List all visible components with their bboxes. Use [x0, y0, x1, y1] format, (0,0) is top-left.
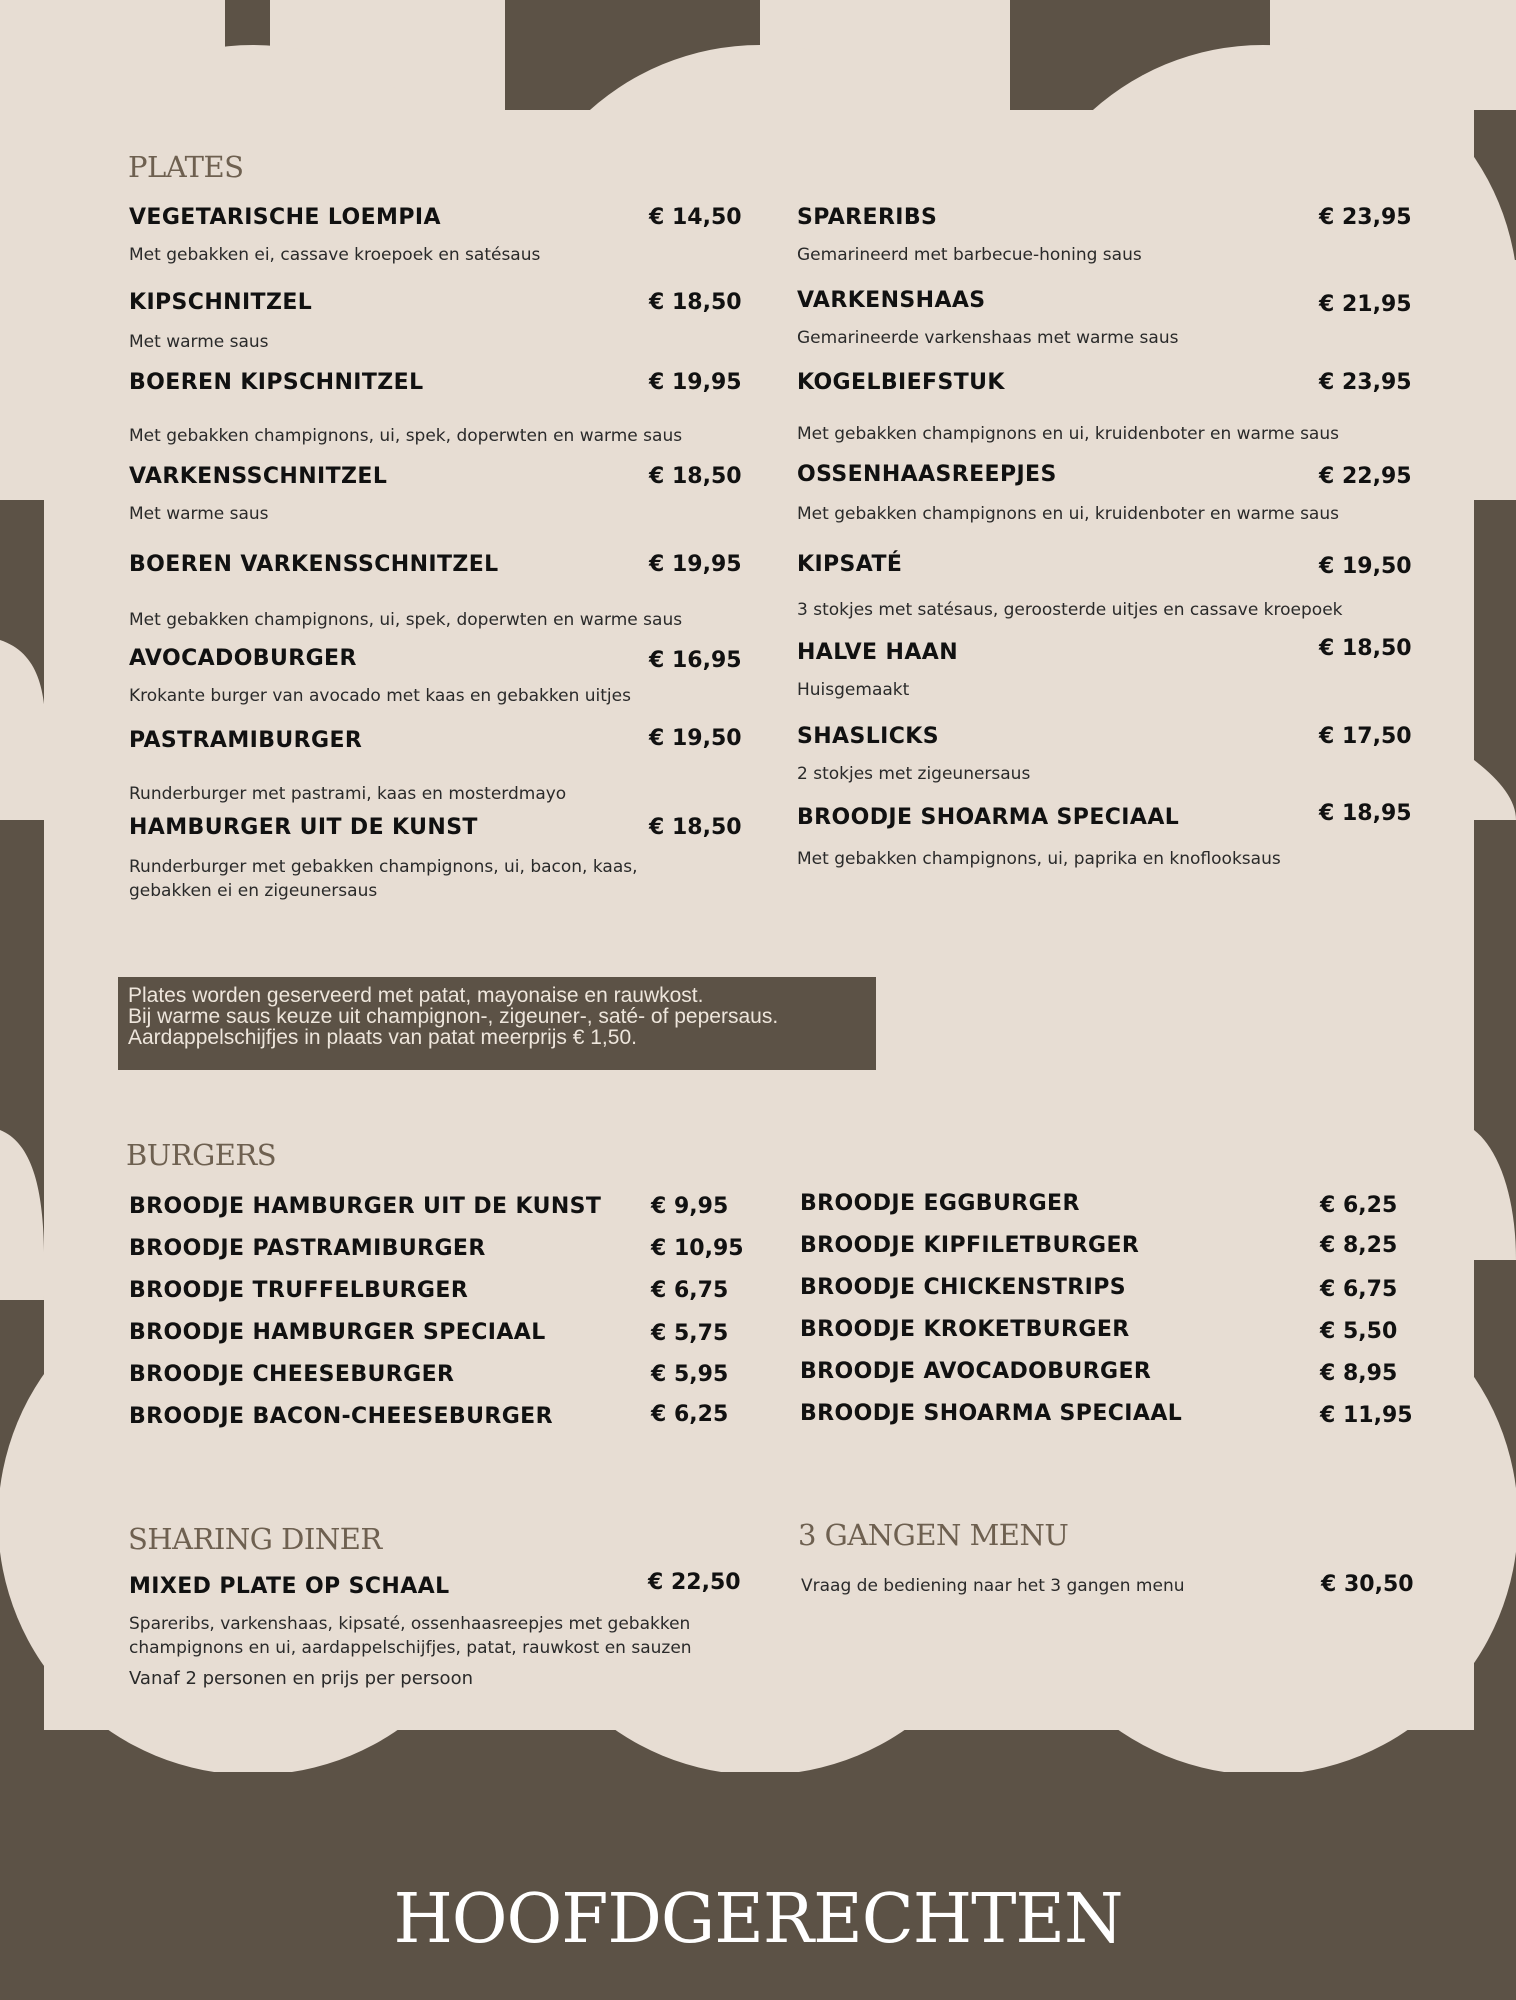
burger-price: € 6,25	[1320, 1193, 1398, 1218]
item-description: 3 stokjes met satésaus, geroosterde uitjes en cassave kroepoek	[797, 600, 1343, 620]
plates-note	[118, 977, 876, 1070]
burger-price: € 10,95	[651, 1236, 744, 1261]
burger-name: BROODJE TRUFFELBURGER	[129, 1278, 469, 1303]
item-price: € 17,50	[1319, 724, 1412, 749]
item-name: VARKENSSCHNITZEL	[129, 464, 388, 489]
note-line: Aardappelschijfjes in plaats van patat meerprijs € 1,50.	[128, 1026, 637, 1049]
burger-name: BROODJE CHEESEBURGER	[129, 1362, 455, 1387]
item-price: € 22,50	[648, 1570, 741, 1595]
item-name: MIXED PLATE OP SCHAAL	[129, 1574, 450, 1599]
burger-name: BROODJE PASTRAMIBURGER	[129, 1236, 486, 1261]
plates-title: PLATES	[128, 150, 244, 184]
burger-price: € 8,25	[1320, 1233, 1398, 1258]
item-description: Spareribs, varkenshaas, kipsaté, ossenhaasreepjes met gebakken	[129, 1614, 691, 1634]
item-name: BOEREN VARKENSSCHNITZEL	[129, 552, 499, 577]
item-price: € 23,95	[1319, 370, 1412, 395]
item-description: Gemarineerd met barbecue-honing saus	[797, 245, 1142, 265]
burger-price: € 9,95	[651, 1194, 729, 1219]
item-description: Met gebakken champignons en ui, kruidenboter en warme saus	[797, 504, 1339, 524]
item-description: Gemarineerde varkenshaas met warme saus	[797, 328, 1179, 348]
item-note: Vanaf 2 personen en prijs per persoon	[129, 1668, 473, 1689]
burger-name: BROODJE KROKETBURGER	[800, 1317, 1130, 1342]
item-price: € 19,95	[649, 552, 742, 577]
item-name: BOEREN KIPSCHNITZEL	[129, 370, 424, 395]
burger-price: € 6,25	[651, 1402, 729, 1427]
item-name: HAMBURGER UIT DE KUNST	[129, 815, 478, 840]
note-line: Plates worden geserveerd met patat, mayonaise en rauwkost.	[128, 984, 704, 1007]
burger-name: BROODJE AVOCADOBURGER	[800, 1359, 1152, 1384]
item-description: Runderburger met pastrami, kaas en mosterdmayo	[129, 784, 567, 804]
burger-price: € 5,75	[651, 1321, 729, 1346]
item-price: € 22,95	[1319, 464, 1412, 489]
item-name: AVOCADOBURGER	[129, 646, 357, 671]
three-course-title: 3 GANGEN MENU	[798, 1518, 1069, 1552]
item-price: € 18,50	[1319, 636, 1412, 661]
item-name: KIPSCHNITZEL	[129, 290, 313, 315]
item-price: € 23,95	[1319, 205, 1412, 230]
note-line: Bij warme saus keuze uit champignon-, zigeuner-, saté- of pepersaus.	[128, 1005, 779, 1028]
page-title: HOOFDGERECHTEN	[393, 1880, 1123, 1959]
item-description: Met gebakken champignons, ui, paprika en knoflooksaus	[797, 849, 1281, 869]
item-description: champignons en ui, aardappelschijfjes, patat, rauwkost en sauzen	[129, 1638, 692, 1658]
item-price: € 14,50	[649, 205, 742, 230]
burger-name: BROODJE HAMBURGER UIT DE KUNST	[129, 1194, 602, 1219]
item-description: 2 stokjes met zigeunersaus	[797, 764, 1031, 784]
item-description: Met gebakken champignons, ui, spek, doperwten en warme saus	[129, 426, 683, 446]
burger-name: BROODJE CHICKENSTRIPS	[800, 1275, 1126, 1300]
burger-price: € 6,75	[1320, 1277, 1398, 1302]
item-name: KOGELBIEFSTUK	[797, 370, 1005, 395]
burger-price: € 5,50	[1320, 1319, 1398, 1344]
item-price: € 19,50	[1319, 554, 1412, 579]
burger-name: BROODJE SHOARMA SPECIAAL	[800, 1401, 1183, 1426]
item-price: € 16,95	[649, 648, 742, 673]
item-price: € 19,50	[649, 726, 742, 751]
burgers-title: BURGERS	[126, 1138, 277, 1172]
item-price: € 18,95	[1319, 801, 1412, 826]
item-price: € 18,50	[649, 815, 742, 840]
item-description: Met gebakken ei, cassave kroepoek en satésaus	[129, 245, 541, 265]
item-description: Met warme saus	[129, 332, 269, 352]
item-description: Met warme saus	[129, 504, 269, 524]
item-name: SHASLICKS	[797, 724, 939, 749]
item-price: € 18,50	[649, 464, 742, 489]
item-name: HALVE HAAN	[797, 640, 959, 665]
burger-price: € 6,75	[651, 1278, 729, 1303]
item-description: Met gebakken champignons en ui, kruidenboter en warme saus	[797, 424, 1339, 444]
item-price: € 30,50	[1321, 1572, 1414, 1597]
burger-price: € 11,95	[1320, 1403, 1413, 1428]
burger-price: € 8,95	[1320, 1361, 1398, 1386]
item-name: PASTRAMIBURGER	[129, 728, 363, 753]
item-name: OSSENHAASREEPJES	[797, 462, 1057, 487]
item-price: € 19,95	[649, 370, 742, 395]
item-price: € 18,50	[649, 290, 742, 315]
item-name: BROODJE SHOARMA SPECIAAL	[797, 805, 1180, 830]
burger-name: BROODJE HAMBURGER SPECIAAL	[129, 1320, 546, 1345]
item-description: Huisgemaakt	[797, 680, 910, 700]
item-name: VEGETARISCHE LOEMPIA	[129, 205, 441, 230]
item-name: SPARERIBS	[797, 205, 938, 230]
item-description: gebakken ei en zigeunersaus	[129, 881, 378, 901]
item-description: Runderburger met gebakken champignons, ui, bacon, kaas,	[129, 857, 638, 877]
sharing-title: SHARING DINER	[128, 1522, 382, 1556]
burger-name: BROODJE KIPFILETBURGER	[800, 1233, 1140, 1258]
item-price: € 21,95	[1319, 292, 1412, 317]
item-name: KIPSATÉ	[797, 552, 903, 577]
burger-price: € 5,95	[651, 1362, 729, 1387]
burger-name: BROODJE BACON-CHEESEBURGER	[129, 1404, 553, 1429]
item-description: Met gebakken champignons, ui, spek, doperwten en warme saus	[129, 610, 683, 630]
item-name: VARKENSHAAS	[797, 288, 986, 313]
item-description: Krokante burger van avocado met kaas en gebakken uitjes	[129, 686, 631, 706]
item-description: Vraag de bediening naar het 3 gangen menu	[801, 1576, 1185, 1596]
burger-name: BROODJE EGGBURGER	[800, 1191, 1080, 1216]
